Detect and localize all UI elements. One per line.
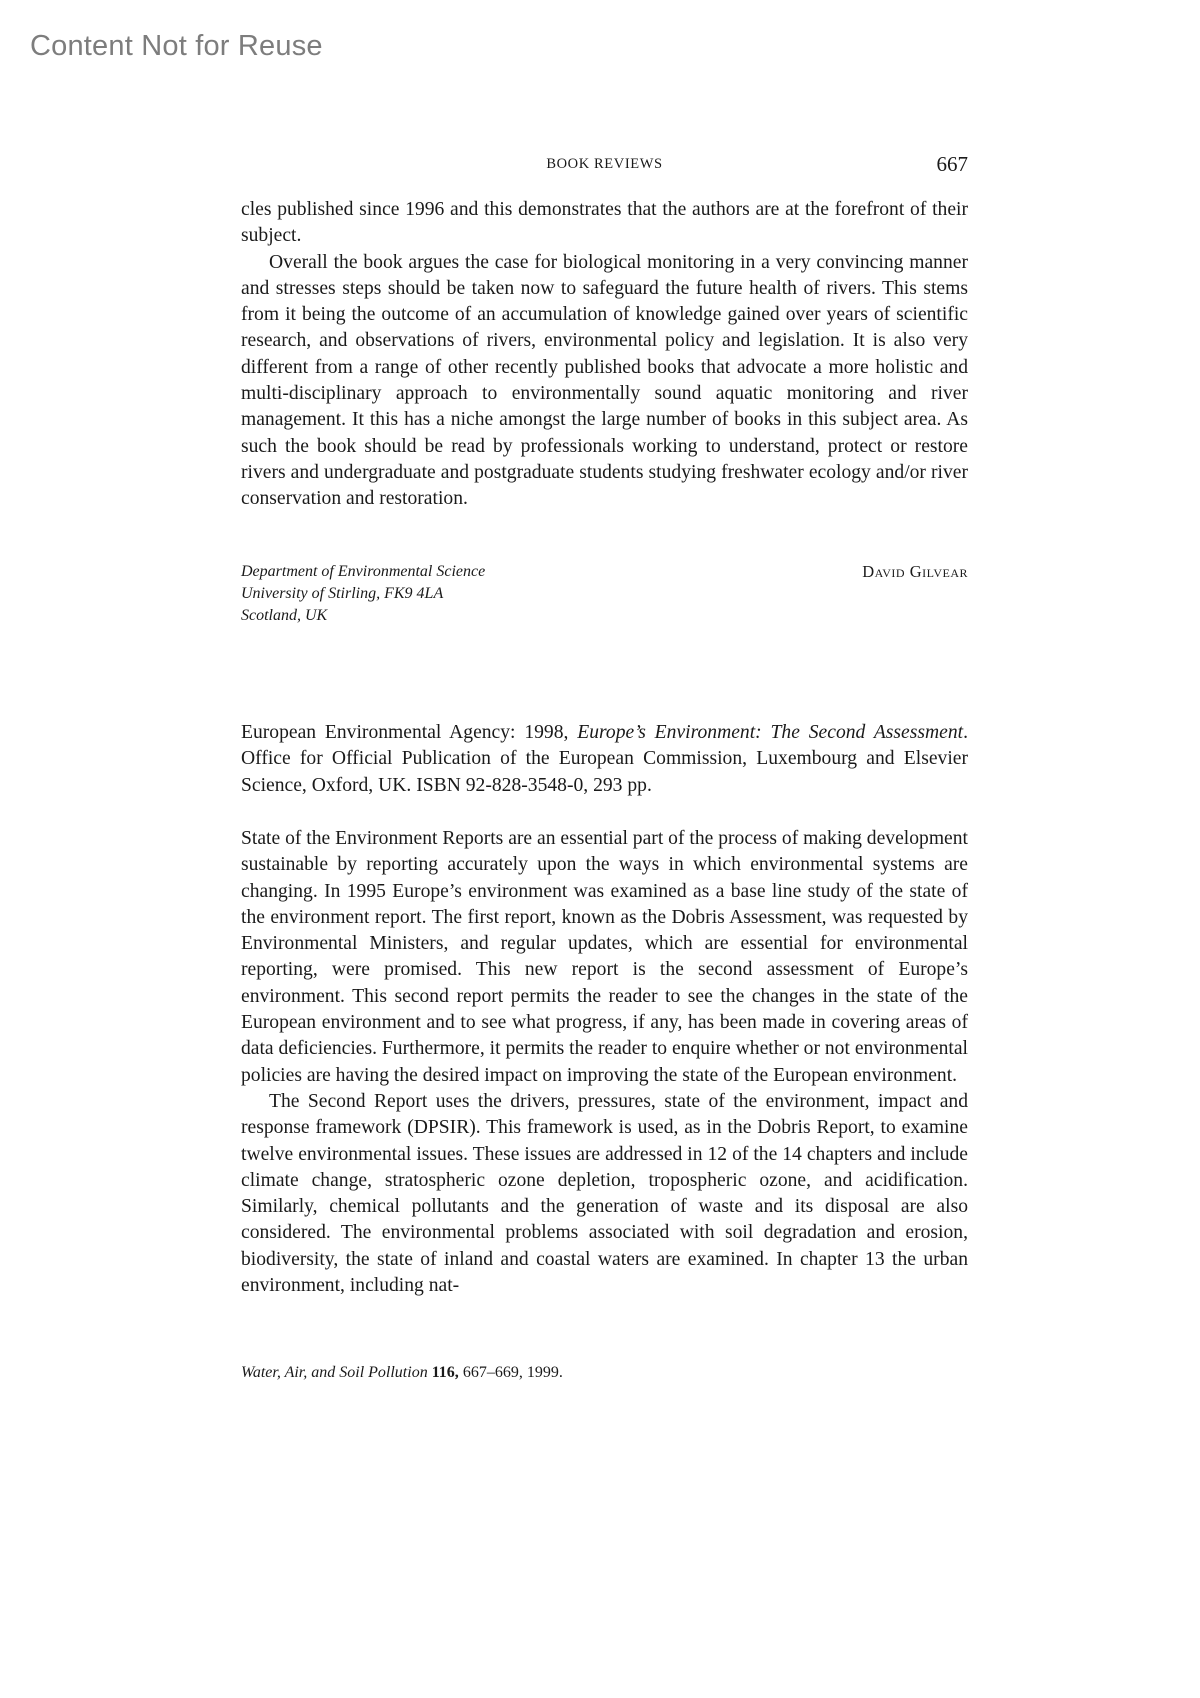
review-1-body <box>241 197 968 513</box>
watermark: Content Not for Reuse <box>30 30 323 62</box>
journal-name: Water, Air, and Soil Pollution <box>241 1364 428 1381</box>
journal-volume: 116, <box>431 1364 459 1381</box>
journal-footer <box>241 1364 563 1382</box>
review-2-body <box>241 826 968 1299</box>
citation-publisher: . Office for Official Publication of the European Commission, Luxembourg and Elsevier Science, Oxford, UK. ISBN 92-828-3548-0, 293 pp. <box>241 722 968 796</box>
citation-author-year: European Environmental Agency: 1998, <box>241 722 578 743</box>
affiliation-line: University of Stirling, FK9 4LA <box>241 585 444 602</box>
reviewer-name: David Gilvear <box>862 562 968 581</box>
review-1-paragraph: cles published since 1996 and this demonstrates that the authors are at the forefront of their subject. <box>241 199 968 247</box>
review-2-paragraph: State of the Environment Reports are an essential part of the process of making development sustainable by reporting accurately upon the ways in which environmental systems are changing. In 1995 Europe’s environment was examined as a base line study of the state of the environment report. The first report, known as the Dobris Assessment, was requested by Environmental Ministers, and regular updates, which are essential for environmental reporting, were promised. This new report is the second assessment of Europe’s environment. This second report permits the reader to see the changes in the state of the European environment and to see what progress, if any, has been made in covering areas of data deficiencies. Furthermore, it permits the reader to enquire whether or not environmental policies are having the desired impact on improving the state of the European environment. <box>241 828 968 1086</box>
review-1-signature <box>241 561 968 631</box>
journal-pages-year: 667–669, 1999. <box>462 1364 563 1381</box>
review-1-paragraph: Overall the book argues the case for biological monitoring in a very convincing manner and stresses steps should be taken now to safeguard the future health of rivers. This stems from it being the outcome of an accumulation of knowledge gained over years of scientific research, and observations of rivers, environmental policy and legislation. It is also very different from a range of other recently published books that advocate a more holistic and multi-disciplinary approach to environmentally sound aquatic monitoring and river management. It this has a niche amongst the large number of books in this subject area. As such the book should be read by professionals working to understand, protect or restore rivers and undergraduate and postgraduate students studying freshwater ecology and/or river conservation and restoration. <box>241 251 968 510</box>
affiliation-line: Scotland, UK <box>241 607 328 624</box>
reviewer-affiliation <box>241 561 485 627</box>
page-number: 667 <box>936 152 968 176</box>
review-2-paragraph: The Second Report uses the drivers, pressures, state of the environment, impact and response framework (DPSIR). This framework is used, as in the Dobris Report, to examine twelve environmental issues. These issues are addressed in 12 of the 14 chapters and include climate change, stratospheric ozone depletion, tropospheric ozone, and acidification. Similarly, chemical pollutants and the generation of waste and its disposal are also considered. The environmental problems associated with soil degradation and erosion, biodiversity, the state of inland and coastal waters are examined. In chapter 13 the urban environment, including nat- <box>241 1090 968 1297</box>
section-title: BOOK REVIEWS <box>546 156 663 172</box>
book-citation <box>241 720 968 799</box>
affiliation-line: Department of Environmental Science <box>241 563 486 580</box>
citation-text <box>241 720 968 799</box>
running-head <box>241 152 968 176</box>
citation-book-title: Europe’s Environment: The Second Assessment <box>577 722 964 743</box>
